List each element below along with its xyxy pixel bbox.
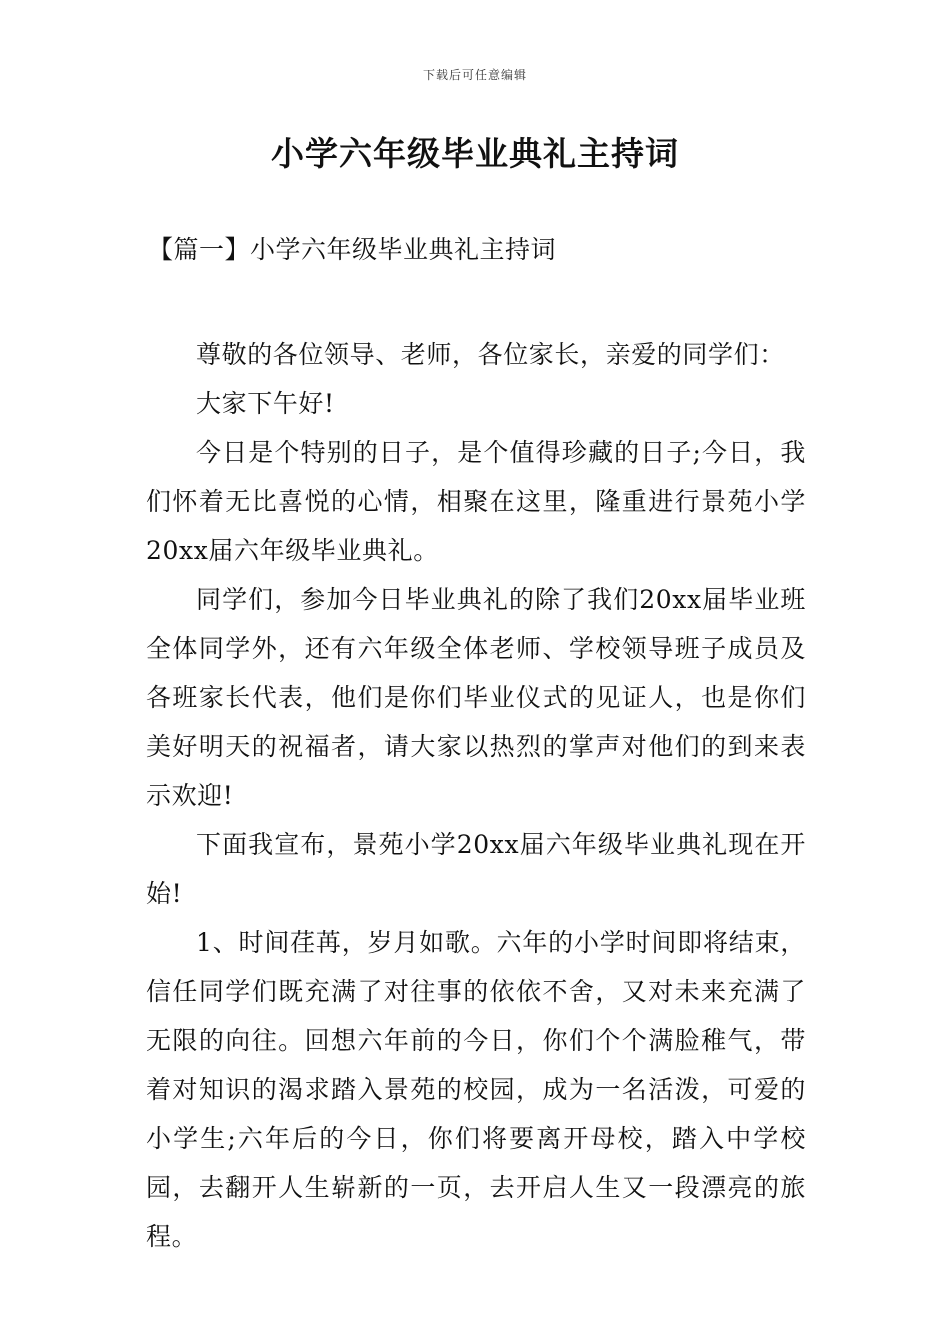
document-title: 小学六年级毕业典礼主持词 (271, 134, 679, 173)
paragraph-reflection: 1、时间荏苒，岁月如歌。六年的小学时间即将结束，信任同学们既充满了对往事的依依不舍，又对未来充满了无限的向往。回想六年前的今日，你们个个满脸稚气，带着对知识的渴求踏入景苑的校园，成为一名活泼，可爱的小学生;六年后的今日，你们将要离开母校，踏入中学校园，去翻开人生崭新的一页，去开启人生又一段漂亮的旅程。 (146, 928, 806, 1251)
paragraph-greeting: 尊敬的各位领导、老师，各位家长，亲爱的同学们： (196, 340, 785, 369)
paragraph-salutation: 大家下午好! (196, 389, 335, 418)
paragraph-guests: 同学们，参加今日毕业典礼的除了我们20xx届毕业班全体同学外，还有六年级全体老师、学校领导班子成员及各班家长代表，他们是你们毕业仪式的见证人，也是你们美好明天的祝福者，请大家以热烈的掌声对他们的到来表示欢迎! (146, 585, 806, 810)
section-heading: 【篇一】小学六年级毕业典礼主持词 (148, 235, 557, 264)
paragraph-opening: 今日是个特别的日子，是个值得珍藏的日子;今日，我们怀着无比喜悦的心情，相聚在这里，隆重进行景苑小学20xx届六年级毕业典礼。 (146, 438, 806, 565)
paragraph-announcement: 下面我宣布，景苑小学20xx届六年级毕业典礼现在开始! (146, 830, 806, 908)
body-text (146, 330, 806, 1261)
header-note: 下载后可任意编辑 (422, 68, 527, 82)
